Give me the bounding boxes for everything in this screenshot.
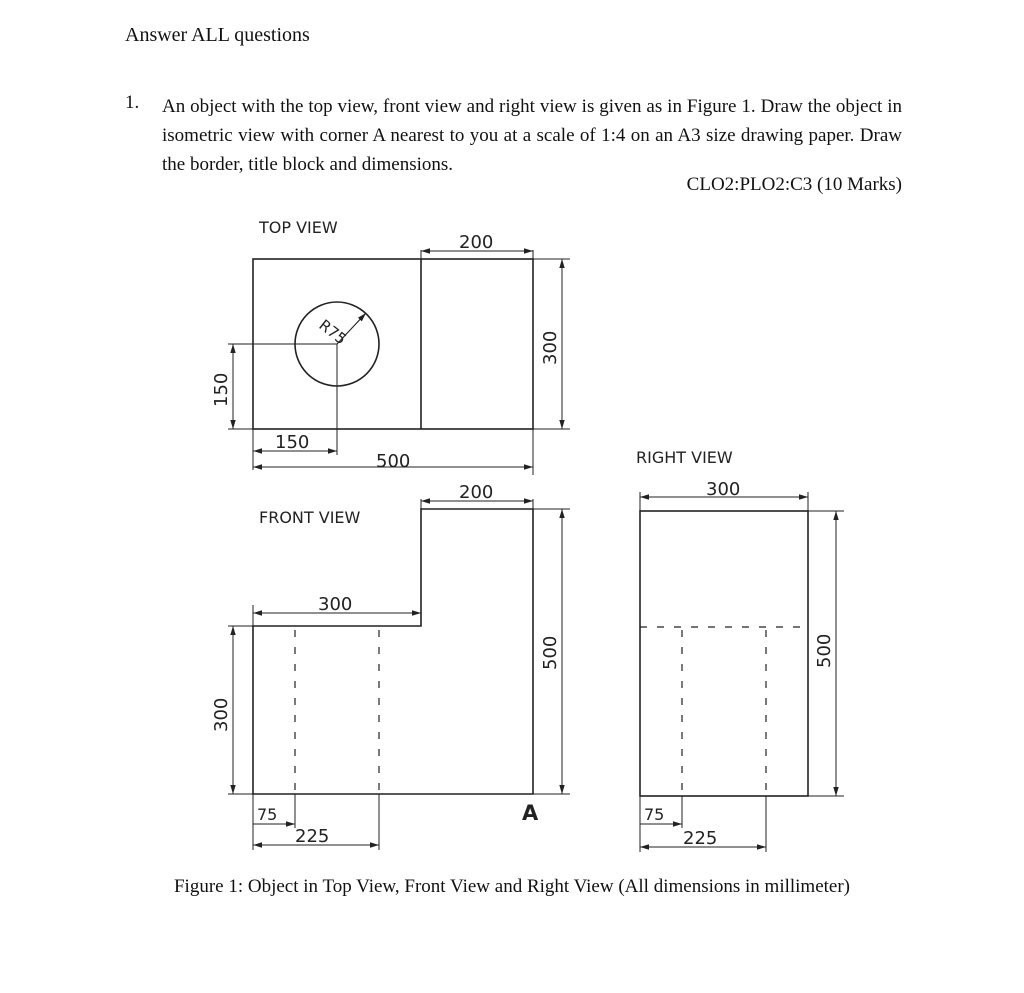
dim-text-300: 300 (540, 330, 561, 365)
corner-a-label: A (522, 801, 539, 825)
top-view-label: TOP VIEW (259, 218, 338, 237)
dim-text-75: 75 (257, 805, 278, 824)
dim-text-300: 300 (318, 594, 353, 615)
radius-label: R75 (315, 315, 350, 349)
dim-text-150-horizontal: 150 (275, 432, 310, 453)
dim-text-225: 225 (683, 828, 718, 849)
dim-text-225: 225 (295, 826, 330, 847)
top-view (211, 218, 570, 475)
right-view-outline (640, 511, 808, 796)
dim-text-150-vertical: 150 (211, 372, 232, 407)
dim-text-200: 200 (459, 482, 494, 503)
dim-text-200: 200 (459, 232, 494, 253)
dim-text-300-vertical: 300 (211, 697, 232, 732)
dim-text-500: 500 (540, 635, 561, 670)
question-text: An object with the top view, front view and right view is given as in Figure 1. Draw the object in isometric view with corner A nearest to you at a scale of 1:4 on an A3 size drawing paper. Draw the border, title block and dimensions. (162, 96, 902, 175)
front-view-label: FRONT VIEW (259, 508, 361, 527)
dim-text-300: 300 (706, 479, 741, 500)
right-view (636, 448, 844, 852)
dim-text-75: 75 (644, 805, 665, 824)
right-view-label: RIGHT VIEW (636, 448, 733, 467)
figure-caption: Figure 1: Object in Top View, Front View and Right View (All dimensions in millimeter) (173, 876, 851, 897)
instruction: Answer ALL questions (125, 24, 310, 46)
dim-text-500: 500 (814, 633, 835, 668)
question-marks: CLO2:PLO2:C3 (10 Marks) (686, 174, 902, 195)
front-view (211, 482, 570, 850)
dim-text-500: 500 (376, 451, 411, 472)
question-number: 1. (125, 92, 140, 113)
